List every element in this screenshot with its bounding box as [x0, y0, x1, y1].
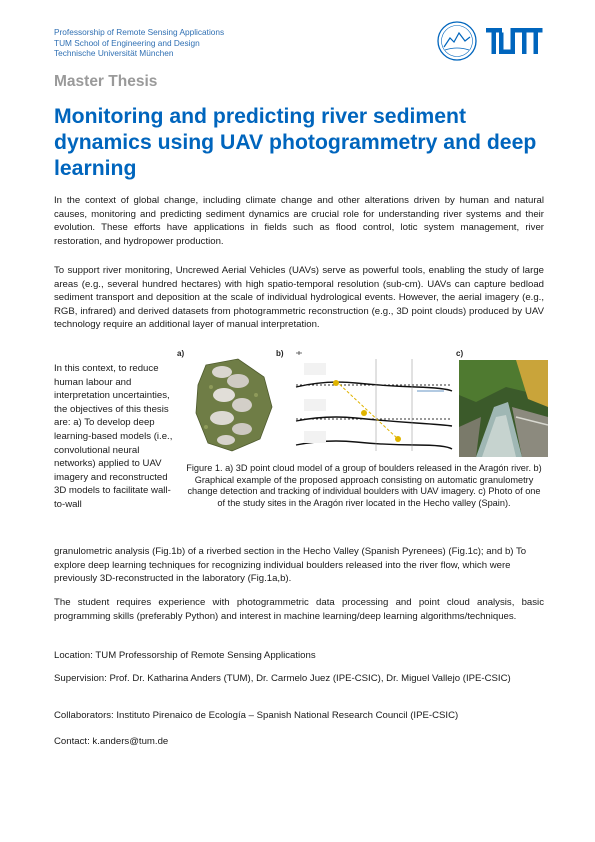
tum-logos — [436, 20, 544, 62]
page-title: Monitoring and predicting river sediment dynamics using UAV photogrammetry and deep learning — [54, 105, 537, 180]
location-line: Location: TUM Professorship of Remote Sensing Applications — [54, 650, 316, 661]
supervision-line: Supervision: Prof. Dr. Katharina Anders (TUM), Dr. Carmelo Juez (IPE-CSIC), Dr. Miguel Vallejo (IPE-CSIC) — [54, 673, 511, 684]
objectives-continuation: granulometric analysis (Fig.1b) of a riverbed section in the Hecho Valley (Spanish Pyrenees) (Fig.1c); and b) To explore deep learning techniques for recognizing individual boulders released into the river flow, which were previously 3D-reconstructed in the laboratory (Fig.1a,b). — [54, 546, 527, 585]
tum-logo-icon — [486, 28, 543, 54]
boulder-point-cloud-image — [196, 359, 272, 451]
objectives-paragraph: In this context, to reduce human labour and interpretation uncertainties, the objectives of this thesis are: a) To develop deep learning-based models (i.e., convolutional neural networks) applied to UAV imagery and reconstructed 3D models to facilitate wall-to-wall — [54, 363, 173, 510]
document-kicker: Master Thesis — [54, 73, 158, 90]
affiliation-line: Technische Universität München — [54, 48, 174, 59]
contact-line: Contact: k.anders@tum.de — [54, 736, 169, 747]
figure-caption: Figure 1. a) 3D point cloud model of a group of boulders released in the Aragón river. b) Graphical example of the proposed approach consisting on automatic granulometry change detection and tracking of individual boulders with UAV imagery. c) Photo of one of the study sites in the Aragón river located in the Hecho valley (Spain). — [186, 463, 542, 509]
uav-paragraph: To support river monitoring, Uncrewed Aerial Vehicles (UAVs) serve as powerful tools, enabling the study of large areas (e.g., several hundred hectares) with high spatio-temporal resolution (sub-cm). UAVs can capture bedload sediment transport and deposition at the scale of individual hydrological events. However, the aerial imagery (e.g., RGB, infrared) and derived datasets from photogrammetric reconstruction (e.g., 3D point clouds) produced by UAV technology require an additional layer of manual interpretation. — [54, 265, 544, 331]
panel-c-label: c) — [456, 349, 464, 358]
requirements-paragraph: The student requires experience with photogrammetric data processing and point cloud analysis, basic programming skills (preferably Python) and interest in machine learning/deep learning algorithms/techniques. — [54, 597, 544, 622]
intro-paragraph: In the context of global change, including climate change and other alterations driven by human and natural causes, monitoring and predicting sediment dynamics are crucial role for understanding river systems and their evolution. These efforts have applications in fields such as flood control, lotic system management, river restoration, and hydropower production. — [54, 195, 544, 247]
panel-b-label: b) — [276, 349, 284, 358]
panel-a-label: a) — [177, 349, 185, 358]
river-photo-image — [459, 360, 548, 457]
figure-panels — [176, 347, 548, 459]
mountain-seal-icon — [438, 22, 476, 60]
affiliation-line: TUM School of Engineering and Design — [54, 37, 200, 48]
affiliation-block — [54, 27, 224, 59]
affiliation-line: Professorship of Remote Sensing Applications — [54, 27, 225, 37]
granulometry-diagram — [288, 349, 454, 457]
figure-1 — [176, 347, 548, 459]
logo-area — [436, 20, 544, 62]
collaborators-line: Collaborators: Instituto Pirenaico de Ecología – Spanish National Research Council (IPE-CSIC) — [54, 710, 459, 721]
